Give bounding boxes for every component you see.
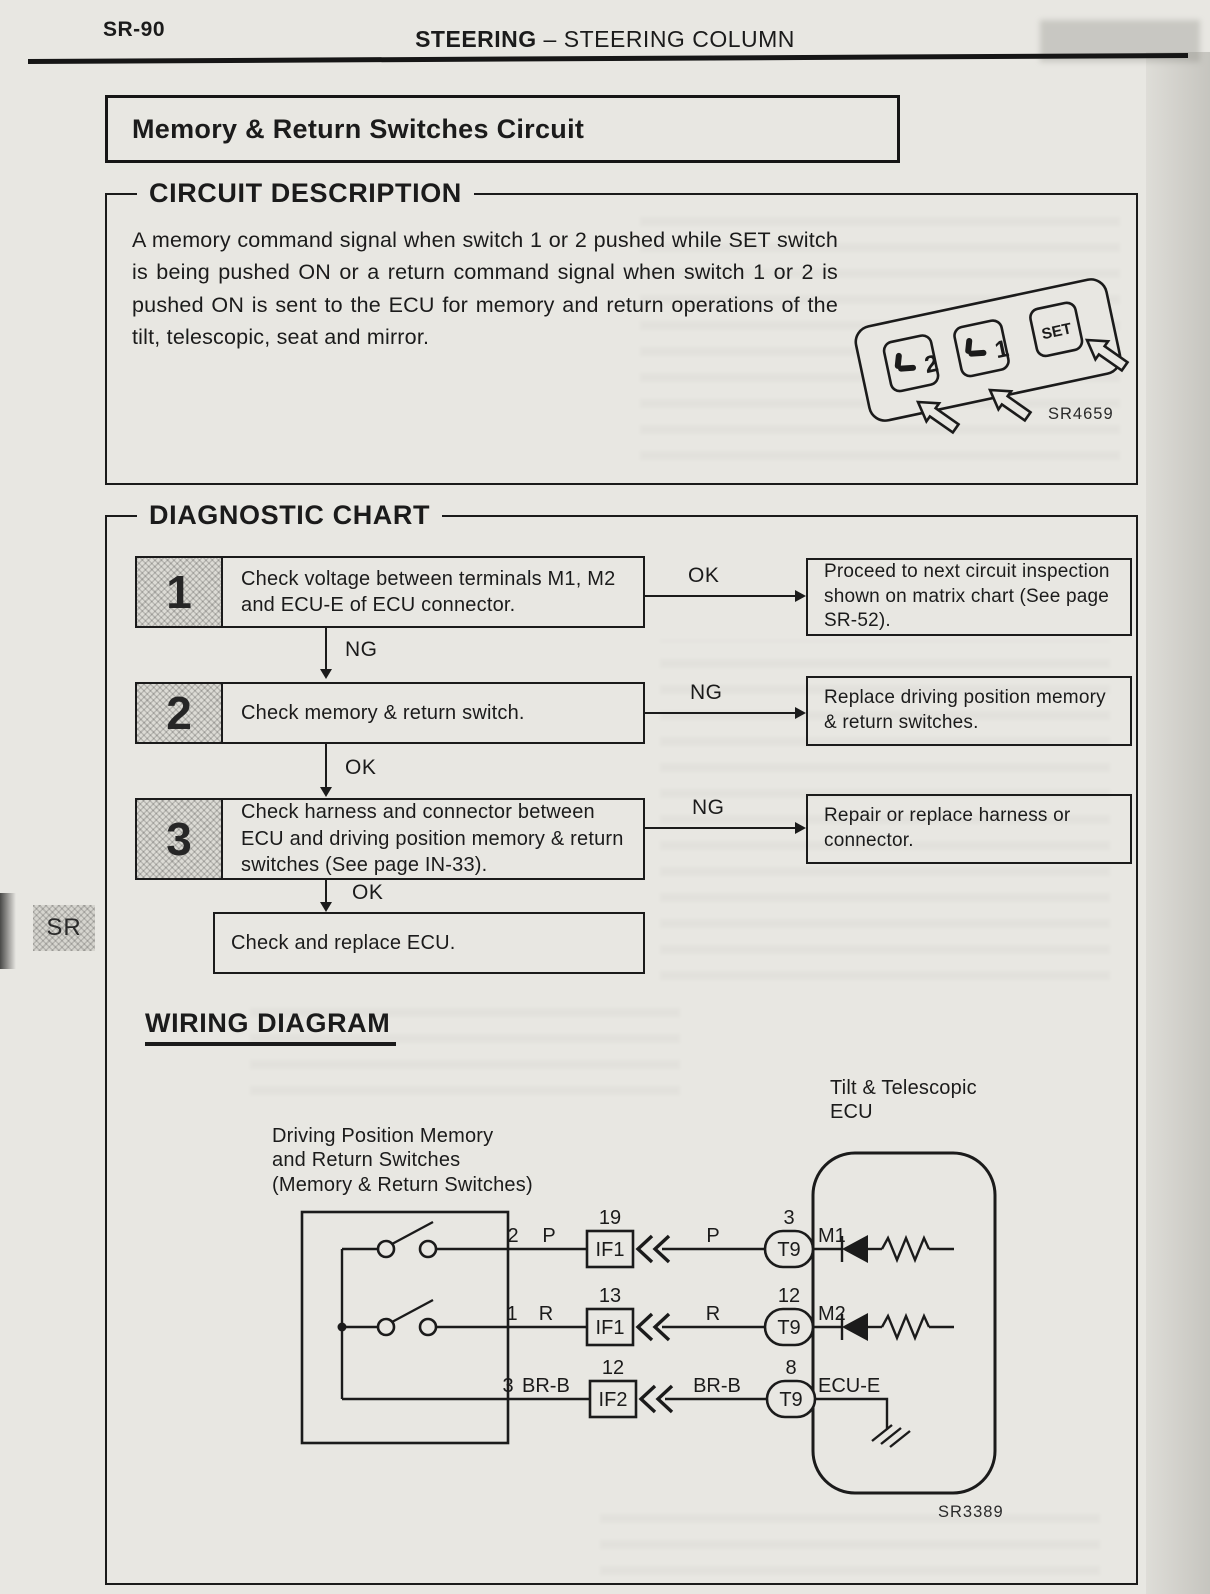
step-3-number: 3 [137,800,223,878]
svg-text:IF1: IF1 [595,1317,625,1339]
result-1-box: Proceed to next circuit inspection shown on matrix chart (See page SR-52). [806,558,1132,636]
svg-text:8: 8 [785,1357,797,1379]
branch-label-ng: NG [692,796,725,819]
arrow-down-icon [325,628,327,670]
down-label-ok: OK [345,756,377,779]
final-box: Check and replace ECU. [213,912,645,974]
wire-color: P [706,1225,720,1247]
wire-color: R [538,1303,554,1325]
connector-chevron-icon [638,1236,652,1262]
figure-code: SR4659 [1048,405,1114,423]
arrow-down-icon [325,744,327,788]
header-rule [28,53,1188,64]
wiring-diagram [280,1145,1020,1530]
svg-text:IF1: IF1 [595,1239,625,1261]
ecu-label: Tilt & Telescopic ECU [830,1077,977,1124]
ecu-terminal-label: ECU-E [818,1375,881,1397]
step-2-box [135,682,645,744]
step-2-number: 2 [137,684,223,742]
section-tab: SR [33,905,95,951]
branch-label-ng: NG [690,681,723,704]
down-label-ng: NG [345,638,378,661]
switch-pin: 3 [502,1375,514,1397]
wiring-diagram-heading: WIRING DIAGRAM [145,1008,396,1046]
svg-text:T9: T9 [779,1389,803,1411]
result-3-box: Repair or replace harness or connector. [806,794,1132,864]
ecu-terminal-label: M1 [818,1225,846,1247]
svg-text:12: 12 [601,1357,625,1379]
circuit-description-body: A memory command signal when switch 1 or 2 pushed while SET switch is being pushed ON or a return command signal when switch 1 or 2 is pushed ON is sent to the ECU for memory and return operations of the tilt, telescopic, seat and mirror. [132,228,838,349]
page-code: SR-90 [103,18,166,41]
step-3-text: Check harness and connector between ECU and driving position memory & return switches (See page IN-33). [241,801,624,877]
arrow-right-icon [645,827,796,829]
result-2-box: Replace driving position memory & return switches. [806,676,1132,746]
wire-color: BR-B [693,1375,741,1397]
svg-text:13: 13 [598,1285,622,1307]
wire-color: R [705,1303,721,1325]
arrow-right-icon [645,712,796,714]
svg-text:T9: T9 [777,1317,801,1339]
step-1-number: 1 [137,558,223,626]
button-1-label: 1 [992,335,1012,365]
svg-text:12: 12 [777,1285,801,1307]
switches-label: Driving Position Memory and Return Switches (Memory & Return Switches) [272,1125,533,1196]
scan-edge-band [1146,52,1210,1594]
wire-color: P [542,1225,556,1247]
step-3-box [135,798,645,880]
svg-text:T9: T9 [777,1239,801,1261]
step-1-text: Check voltage between terminals M1, M2 and ECU-E of ECU connector. [241,567,616,616]
svg-text:19: 19 [598,1207,622,1229]
arrow-down-icon [325,880,327,903]
button-2-label: 2 [922,349,941,380]
header-subsection: – STEERING COLUMN [536,26,795,52]
connector-chevron-icon [641,1386,655,1412]
circuit-title-box [105,95,900,163]
arrow-right-icon [645,595,796,597]
figure-code: SR3389 [938,1503,1004,1521]
branch-label-ok: OK [688,564,720,587]
step-2-text: Check memory & return switch. [241,701,525,724]
switch-pin: 1 [506,1303,518,1325]
svg-text:3: 3 [783,1207,795,1229]
switch-panel [853,276,1123,423]
circuit-title: Memory & Return Switches Circuit [132,113,585,144]
page-header-title [0,26,1210,53]
step-1-box [135,556,645,628]
wire-color: BR-B [522,1375,570,1397]
header-section: STEERING [415,26,537,52]
diagnostic-chart-heading: DIAGNOSTIC CHART [137,498,442,532]
svg-text:IF2: IF2 [598,1389,628,1411]
ecu-terminal-label: M2 [818,1303,846,1325]
down-label-ok: OK [352,881,384,904]
circuit-description-heading: CIRCUIT DESCRIPTION [137,176,474,210]
switch-pin: 2 [507,1225,519,1247]
scan-smudge [0,893,16,969]
connector-chevron-icon [638,1314,652,1340]
set-button-label: SET [1040,320,1074,344]
